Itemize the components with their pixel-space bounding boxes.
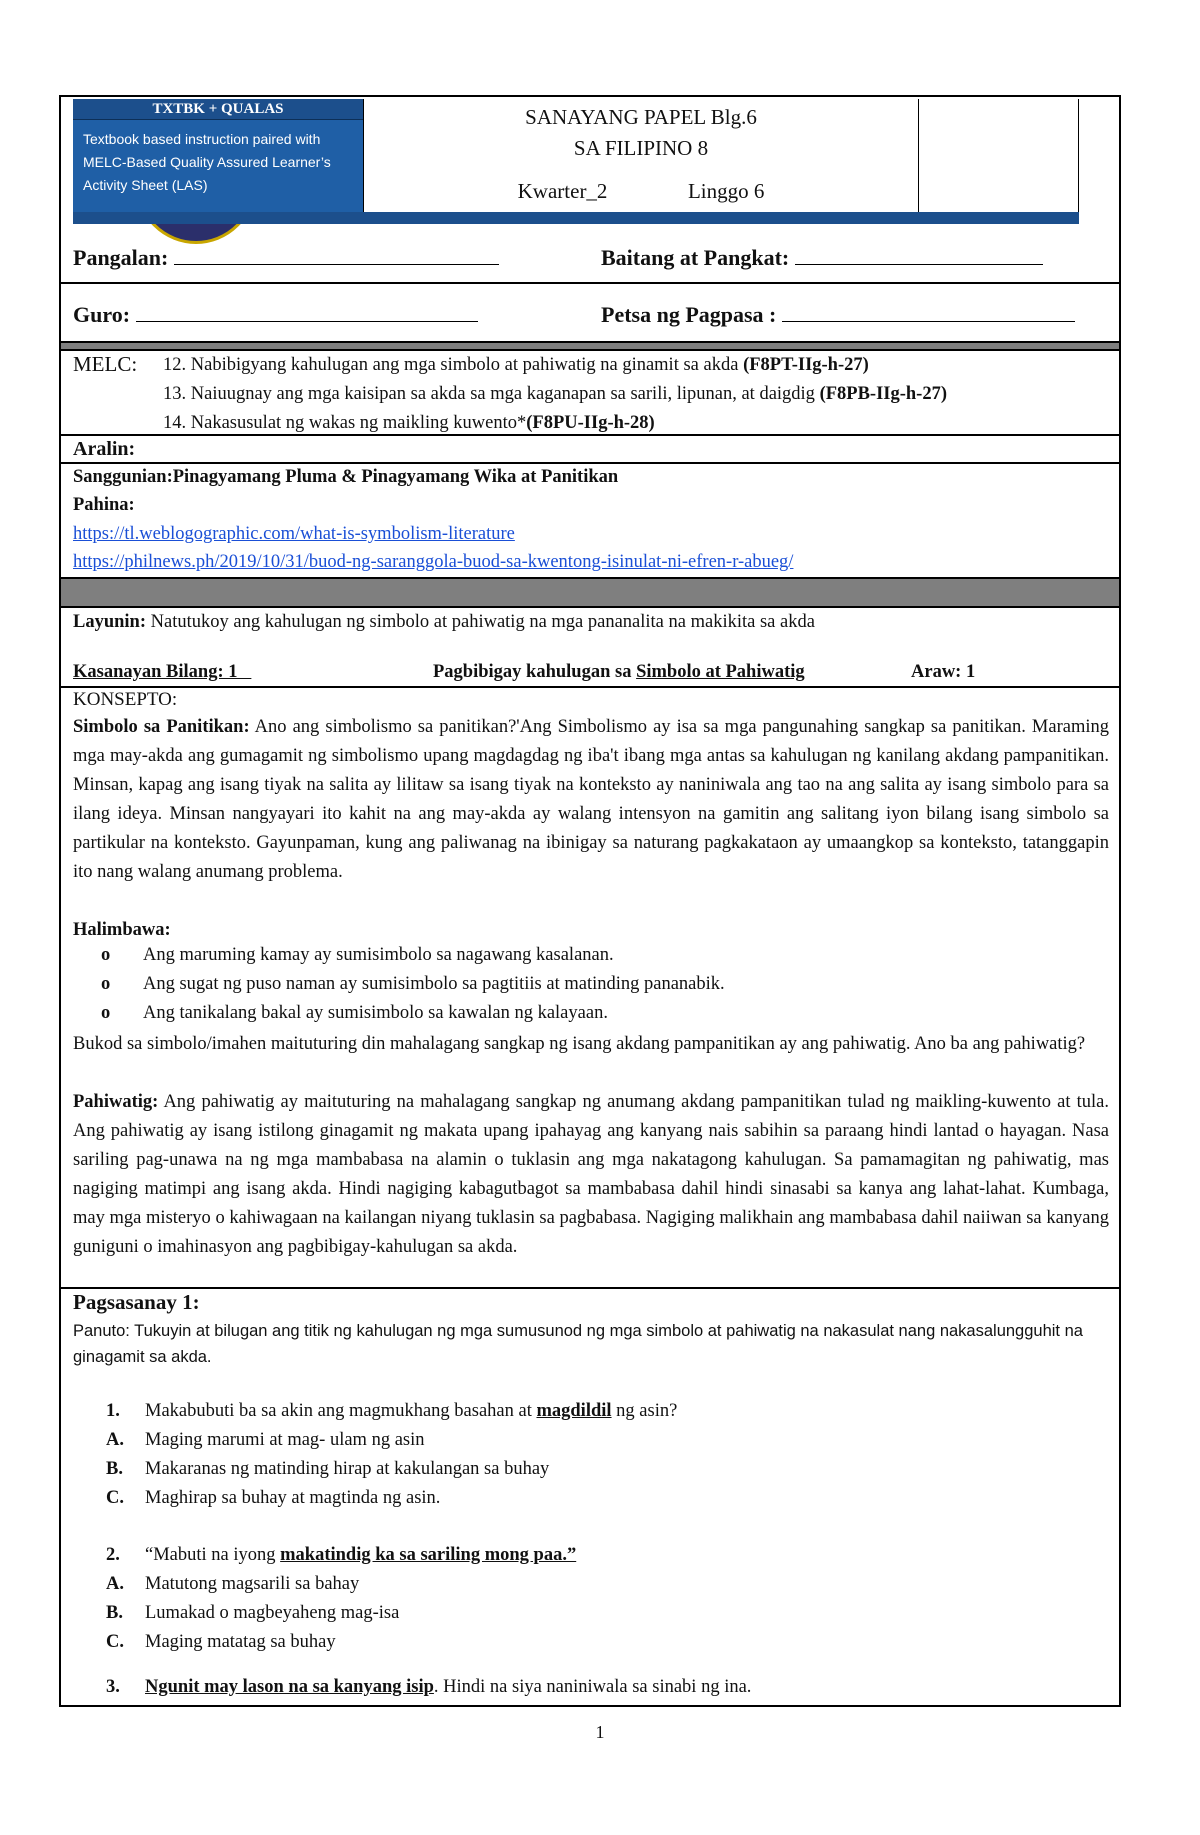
question-number: 1.	[106, 1401, 120, 1421]
choice-letter: B.	[106, 1459, 123, 1479]
header-description: Textbook based instruction paired with MELC-Based Quality Assured Learner’s Activity Sheet (LAS)	[83, 131, 331, 193]
baitang-label: Baitang at Pangkat:	[601, 245, 790, 270]
kasanayan-title: Pagbibigay kahulugan sa Simbolo at Pahiwatig	[433, 662, 805, 682]
header-linggo: Linggo 6	[687, 179, 765, 203]
question-number: 2.	[106, 1545, 120, 1565]
header-title-box	[363, 99, 919, 212]
question-number: 3.	[106, 1677, 120, 1697]
header-title: SANAYANG PAPEL Blg.6	[525, 105, 757, 129]
choice-letter: B.	[106, 1603, 123, 1623]
layunin: Layunin: Natutukoy ang kahulugan ng simbolo at pahiwatig na mga pananalita na makikita sa akda	[73, 612, 815, 632]
araw: Araw: 1	[911, 662, 976, 682]
header-badge	[73, 99, 363, 212]
reference-link-2-text[interactable]: https://philnews.ph/2019/10/31/buod-ng-saranggola-buod-sa-kwentong-isinulat-ni-efren-r-abueg/	[73, 552, 794, 572]
pangalan-label: Pangalan:	[73, 245, 169, 270]
choice-option[interactable]: Lumakad o magbeyaheng mag-isa	[145, 1603, 400, 1623]
section-gray-bar	[61, 579, 1119, 606]
header-subtitle: SA FILIPINO 8	[573, 136, 709, 160]
kasanayan-bilang: Kasanayan Bilang: 1	[73, 662, 238, 682]
header-blue-bar	[73, 212, 1079, 224]
melc-item-12: 12. Nabibigyang kahulugan ang mga simbolo at pahiwatig na ginamit sa akda (F8PT-IIg-h-27)	[163, 355, 869, 375]
header-quarter-week	[364, 179, 918, 204]
reference-link-1-text[interactable]: https://tl.weblogographic.com/what-is-symbolism-literature	[73, 524, 515, 544]
konsepto-label: KONSEPTO:	[73, 689, 178, 710]
reference-link-1[interactable]	[73, 520, 515, 549]
simbolo-paragraph: Simbolo sa Panitikan: Ano ang simbolismo sa panitikan?'Ang Simbolismo ay isa sa mga pangunahing sangkap sa panitikan. Maraming mga may-akda ang gumagamit ng simbolismo upang magdagdag ng iba't ibang mga antas sa kahulugan ng kanilang akdang pampanitikan. Minsan, kapag ang isang tiyak na salita ay lilitaw sa isang tiyak na konteksto ay naniniwala ang tao na ang salita ay isang simbolo para sa ilang ideya. Minsan nangyayari ito kahit na ang may-akda ay walang intensyon na gamitin ang salitang iyon bilang isang simbolo sa partikular na konteksto. Gayunpaman, kung ang paliwanag na ibinigay sa naturang pagkakataon ay umaangkop sa konteksto, tatanggapin ito nang walang anumang problema.	[73, 717, 1109, 882]
choice-letter: A.	[106, 1430, 124, 1450]
reference-link-2[interactable]	[73, 548, 793, 577]
choice-option[interactable]: Maghirap sa buhay at magtinda ng asin.	[145, 1488, 441, 1508]
question-1: Makabubuti ba sa akin ang magmukhang basahan at magdildil ng asin?	[145, 1401, 678, 1421]
pagsasanay-label: Pagsasanay 1:	[73, 1290, 200, 1314]
melc-item-14: 14. Nakasusulat ng wakas ng maikling kuwento*(F8PU-IIg-h-28)	[163, 413, 655, 433]
petsa-label: Petsa ng Pagpasa :	[601, 302, 777, 327]
bukod-paragraph: Bukod sa simbolo/imahen maituturing din mahalagang sangkap ng isang akdang pampanitikan ay ang pahiwatig. Ano ba ang pahiwatig?	[73, 1034, 1086, 1054]
seal-logo	[136, 224, 256, 244]
header-band: TXTBK + QUALAS	[73, 99, 363, 120]
guro-label: Guro:	[73, 302, 131, 327]
aralin-label: Aralin:	[73, 438, 136, 460]
choice-letter: C.	[106, 1488, 124, 1508]
pangalan-field[interactable]	[73, 245, 499, 271]
choice-letter: A.	[106, 1574, 124, 1594]
melc-label: MELC:	[73, 352, 138, 376]
choice-option[interactable]: Matutong magsarili sa bahay	[145, 1574, 360, 1594]
choice-option[interactable]: Maging matatag sa buhay	[145, 1632, 336, 1652]
question-3: Ngunit may lason na sa kanyang isip. Hindi na siya naniniwala sa sinabi ng ina.	[145, 1677, 752, 1697]
petsa-field[interactable]	[601, 302, 1075, 328]
header-kwarter: Kwarter_2	[517, 179, 608, 203]
halimbawa-label: Halimbawa:	[73, 920, 171, 940]
page-number: 1	[595, 1722, 605, 1742]
baitang-field[interactable]	[601, 245, 1043, 271]
header-blank-box	[919, 99, 1079, 212]
choice-option[interactable]: Maging marumi at mag- ulam ng asin	[145, 1430, 425, 1450]
worksheet: TXTBK + QUALAS Textbook based instruction paired with MELC-Based Quality Assured Learner’s Activity Sheet (LAS) SANAYANG PAPEL Blg.6 SA FILIPINO 8 Kwarter_2 Linggo 6 Pangalan: Baitang at Pangkat: Guro: Petsa ng Pagpasa : MELC: 12. Nabibigyang kahulugan ang mga simbolo at pahiwatig na ginamit sa akda (F8PT-IIg-h-27) 13. Naiuugnay ang mga kaisipan sa akda sa mga kaganapan sa sarili, lipunan, at daigdig (F8PB-IIg-h-27) 14. Nakasusulat ng wakas ng maikling kuwento*(F8PU-IIg-h-28) Aralin: Sanggunian:Pinagyamang Pluma & Pinagyamang Wika at Panitikan Pahina: https://tl.weblogographic.com/what-is-symbolism-literature https://philnews.ph/2019/10/31/buod-ng-saranggola-buod-sa-kwentong-isinulat-ni-efren-r-abueg/ Layunin: Natutukoy ang kahulugan ng simbolo at pahiwatig na mga pananalita na makikita sa akda Kasanayan Bilang: 1 Pagbibigay kahulugan sa Simbolo at Pahiwatig Araw: 1 KONSEPTO: Simbolo sa Panitikan: Ano ang simbolismo sa panitikan?'Ang Simbolismo ay isa sa mga pangunahing sangkap sa panitikan. Maraming mga may-akda ang gumagamit ng simbolismo upang magdagdag ng iba't ibang mga antas sa kahulugan ng kanilang akdang pampanitikan. Minsan, kapag ang isang tiyak na salita ay lilitaw sa isang tiyak na konteksto ay naniniwala ang tao na ang salita ay isang simbolo para sa ilang ideya. Minsan nangyayari ito kahit na ang may-akda ay walang intensyon na gamitin ang salitang iyon bilang isang simbolo sa partikular na konteksto. Gayunpaman, kung ang paliwanag na ibinigay sa naturang pagkakataon ay umaangkop sa konteksto, tatanggapin ito nang walang anumang problema. Halimbawa: o Ang maruming kamay ay sumisimbolo sa nagawang kasalanan. o Ang sugat ng puso naman ay sumisimbolo sa pagtitiis at matinding pananabik. o Ang tanikalang bakal ay sumisimbolo sa kawalan ng kalayaan. Bukod sa simbolo/imahen maituturing din mahalagang sangkap ng isang akdang pampanitikan ay ang pahiwatig. Ano ba ang pahiwatig? Pahiwatig: Ang pahiwatig ay maituturing na mahalagang sangkap ng anumang akdang pampanitikan tulad ng maikling-kuwento at tula. Ang pahiwatig ay isang istilong ginagamit ng makata upang ipahayag ang kanyang nais sabihin sa paraang hindi lantad o hayagan. Nasa sariling pag-unawa na ng mga mambabasa na alamin o tuklasin ang mga nakatagong kahulugan. Sa pamamagitan ng pahiwatig, mas nagiging matimpi ang isang akda. Hindi nagiging kabagutbagot sa mambabasa dahil hindi sinasabi sa kanya ang lahat-lahat. Kumbaga, may mga misteryo o kahiwagaan na kailangan niyang tuklasin sa pagbabasa. Nagiging malikhain ang mambabasa dahil naiiwan sa kanyang guniguni o imahinasyon ang pagbibigay-kahulugan sa akda. Pagsasanay 1: Panuto: Tukuyin at bilugan ang titik ng kahulugan ng mga sumusunod ng mga simbolo at pahiwatig na nakasulat nang nakasalungguhit na ginagamit sa akda. 1. Makabubuti ba sa akin ang magmukhang basahan at magdildil ng asin? A. Maging marumi at mag- ulam ng asin B. Makaranas ng matinding hirap at kakulangan sa buhay C. Maghirap sa buhay at magtinda ng asin. 2. “Mabuti na iyong makatindig ka sa sariling mong paa.” A. Matutong magsarili sa bahay B. Lumakad o magbeyaheng mag-isa C. Maging matatag sa buhay 3. Ngunit may lason na sa kanyang isip. Hindi na siya naniniwala sa sinabi ng ina.	[59, 95, 1121, 1707]
sanggunian: Sanggunian:Pinagyamang Pluma & Pinagyamang Wika at Panitikan	[73, 467, 619, 487]
question-2: “Mabuti na iyong makatindig ka sa sariling mong paa.”	[145, 1545, 577, 1565]
choice-option[interactable]: Makaranas ng matinding hirap at kakulangan sa buhay	[145, 1459, 550, 1479]
melc-item-13: 13. Naiuugnay ang mga kaisipan sa akda sa mga kaganapan sa sarili, lipunan, at daigdig (F8PB-IIg-h-27)	[163, 384, 947, 404]
pahiwatig-paragraph: Pahiwatig: Ang pahiwatig ay maituturing na mahalagang sangkap ng anumang akdang pampanitikan tulad ng maikling-kuwento at tula. Ang pahiwatig ay isang istilong ginagamit ng makata upang ipahayag ang kanyang nais sabihin sa paraang hindi lantad o hayagan. Nasa sariling pag-unawa na ng mga mambabasa na alamin o tuklasin ang mga nakatagong kahulugan. Sa pamamagitan ng pahiwatig, mas nagiging matimpi ang isang akda. Hindi nagiging kabagutbagot sa mambabasa dahil hindi sinasabi sa kanya ang lahat-lahat. Kumbaga, may mga misteryo o kahiwagaan na kailangan niyang tuklasin sa pagbabasa. Nagiging malikhain ang mambabasa dahil naiiwan sa kanyang guniguni o imahinasyon ang pagbibigay-kahulugan sa akda.	[73, 1092, 1109, 1257]
choice-letter: C.	[106, 1632, 124, 1652]
pahina-label: Pahina:	[73, 495, 135, 515]
guro-field[interactable]	[73, 302, 478, 328]
panuto: Panuto: Tukuyin at bilugan ang titik ng kahulugan ng mga sumusunod ng mga simbolo at pahiwatig na nakasulat nang nakasalungguhit na ginagamit sa akda.	[73, 1322, 1083, 1366]
